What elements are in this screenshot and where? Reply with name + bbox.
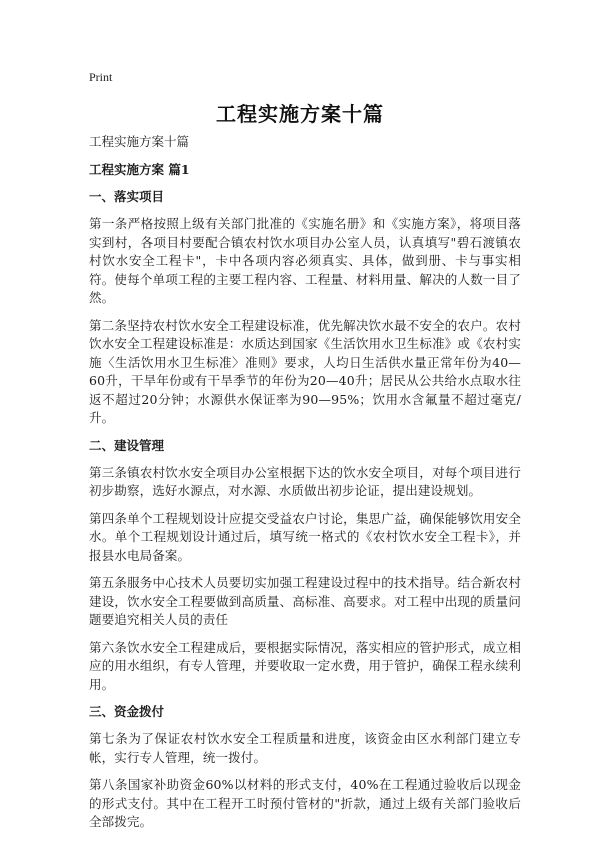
paragraph: 第八条国家补助资金60%以材料的形式支付，40%在工程通过验收后以现金的形式支付。其中在工程开工时预付管材的"折款，通过上级有关部门验收后全部拨完。 [89, 777, 521, 829]
piece-heading: 工程实施方案 篇1 [89, 162, 190, 177]
section-implement [89, 188, 521, 428]
section-heading: 二、建设管理 [89, 437, 165, 453]
paragraph: 第二条坚持农村饮水安全工程建设标准，优先解决饮水最不安全的农户。农村饮水安全工程建设标准是：水质达到国家《生活饮用水卫生标准》或《农村实施〈生活饮用水卫生标准〉准则》要求，人均日生活供水量正常年份为40—60升，干旱年份或有干旱季节的年份为20—40升；居民从公共给水点取水往返不超过20分钟；水源供水保证率为90—95%；饮用水含氟量不超过毫克/升。 [89, 317, 521, 425]
document-title: 工程实施方案十篇 [216, 102, 384, 126]
paragraph: 第一条严格按照上级有关部门批准的《实施名册》和《实施方案》，将项目落实到村，各项目村要配合镇农村饮水项目办公室人员，认真填写"碧石渡镇农村饮水安全工程卡"，卡中各项内容必须真实、具体，做到册、卡与事实相符。使每个单项工程的主要工程内容、工程量、材料用量、解决的人数一目了然。 [89, 216, 521, 305]
paragraph: 第七条为了保证农村饮水安全工程质量和进度，该资金由区水利部门建立专帐，实行专人管理，统一拨付。 [89, 731, 521, 765]
section-management [89, 437, 521, 695]
paragraph: 第五条服务中心技术人员要切实加强工程建设过程中的技术指导。结合新农村建设，饮水安全工程要做到高质量、高标准、高要求。对工程中出现的质量问题要追究相关人员的责任 [89, 575, 521, 627]
print-label[interactable]: Print [89, 70, 113, 84]
section-heading: 三、资金拨付 [89, 704, 165, 719]
document-subtitle: 工程实施方案十篇 [89, 134, 190, 149]
section-funding [89, 703, 521, 832]
paragraph: 第六条饮水安全工程建成后，要根据实际情况，落实相应的管护形式，成立相应的用水组织，有专人管理，并要收取一定水费，用于管护，确保工程永续利用。 [89, 639, 521, 692]
section-heading: 一、落实项目 [89, 189, 165, 204]
paragraph: 第四条单个工程规划设计应提交受益农户讨论，集思广益，确保能够饮用安全水。单个工程规划设计通过后，填写统一格式的《农村饮水安全工程卡》，并报县水电局备案。 [89, 510, 521, 563]
paragraph: 第三条镇农村饮水安全项目办公室根据下达的饮水安全项目，对每个项目进行初步勘察，选好水源点，对水源、水质做出初步论证，提出建设规划。 [89, 464, 521, 498]
document-body [89, 133, 521, 841]
